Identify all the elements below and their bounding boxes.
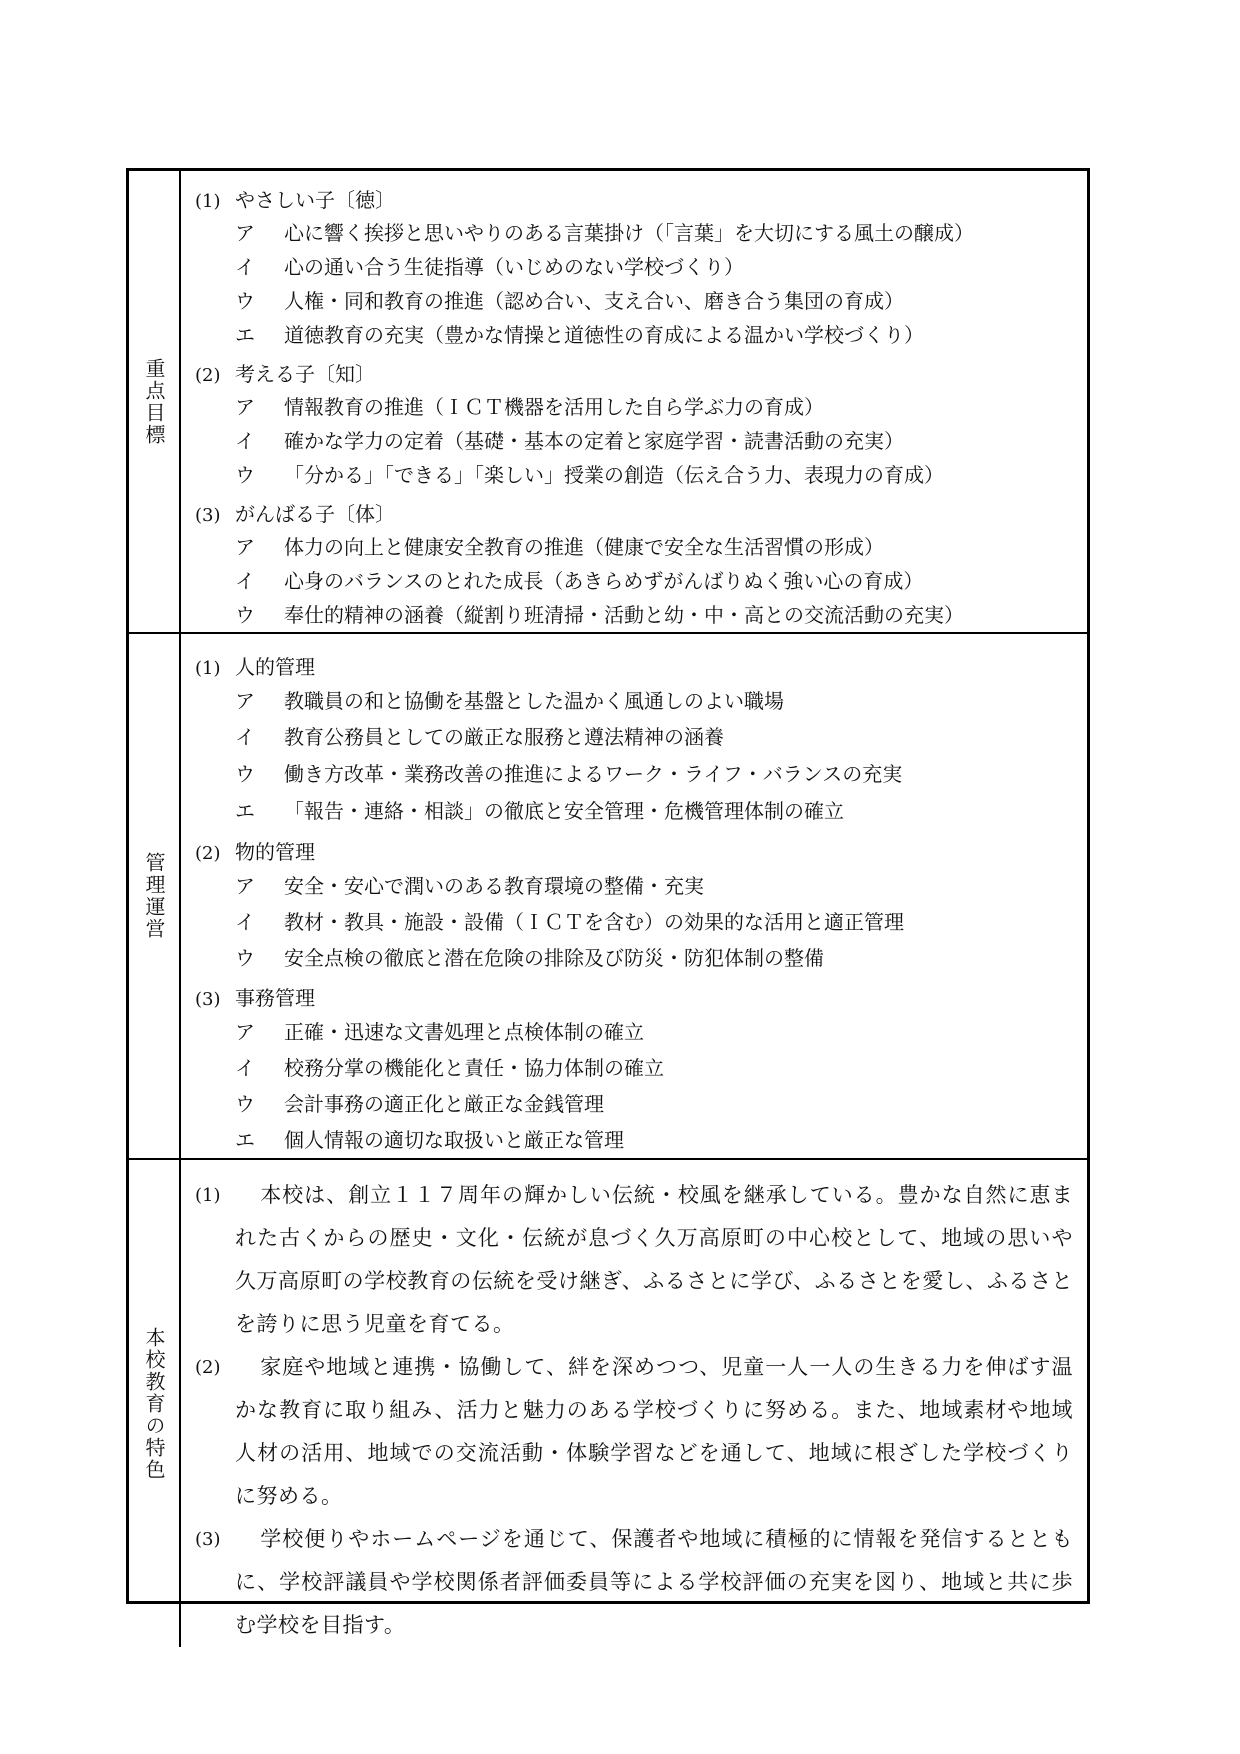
list-item: [195, 598, 1087, 632]
item-text: 奉仕的精神の涵養（縦割り班清掃・活動と幼・中・高との交流活動の充実）: [284, 603, 964, 627]
item-marker: イ: [235, 910, 255, 934]
item-marker: ウ: [235, 463, 255, 487]
item-text: 校務分掌の機能化と責任・協力体制の確立: [284, 1056, 664, 1080]
group-title-row: [195, 358, 1087, 390]
item-text: 教職員の和と協働を基盤とした温かく風通しのよい職場: [284, 689, 784, 713]
list-item: [195, 719, 1087, 756]
feature-paragraph: [195, 1346, 1073, 1518]
list-item: [195, 250, 1087, 284]
item-marker: ウ: [235, 289, 255, 313]
list-item: [195, 318, 1087, 352]
paragraph-text: 本校は、創立１１７周年の輝かしい伝統・校風を継承している。豊かな自然に恵まれた古くからの歴史・文化・伝統が息づく久万高原町の中心校として、地域の思いや久万高原町の学校教育の伝統を受け継ぎ、ふるさとに学び、ふるさとを愛し、ふるさとを誇りに思う児童を育てる。: [235, 1183, 1073, 1336]
list-item: [195, 424, 1087, 458]
item-text: 「報告・連絡・相談」の徹底と安全管理・危機管理体制の確立: [284, 799, 844, 823]
group-number: (1): [195, 658, 221, 679]
group-title-row: [195, 184, 1087, 216]
item-text: 心身のバランスのとれた成長（あきらめずがんばりぬく強い心の育成）: [284, 569, 924, 593]
paragraph-number: (3): [195, 1529, 221, 1550]
section-body: [181, 1160, 1087, 1647]
section-management: [129, 632, 1087, 1158]
group-title: 人的管理: [235, 655, 315, 679]
item-text: 道徳教育の充実（豊かな情操と道徳性の育成による温かい学校づくり）: [284, 323, 924, 347]
item-marker: エ: [235, 799, 255, 823]
section-heading: 重点目標: [142, 357, 166, 446]
item-marker: ア: [235, 689, 255, 713]
item-marker: ア: [235, 535, 255, 559]
list-item: [195, 564, 1087, 598]
item-marker: ウ: [235, 1092, 255, 1116]
paragraph-text: 学校便りやホームページを通じて、保護者や地域に積極的に情報を発信するとともに、学校評議員や学校関係者評価委員等による学校評価の充実を図り、地域と共に歩む学校を目指す。: [235, 1527, 1073, 1637]
section-body: [181, 171, 1087, 632]
list-item: [195, 683, 1087, 719]
management-group: [195, 982, 1087, 1158]
list-item: [195, 868, 1087, 904]
item-marker: ア: [235, 221, 255, 245]
list-item: [195, 1086, 1087, 1122]
item-text: 個人情報の適切な取扱いと厳正な管理: [284, 1128, 624, 1152]
management-group: [195, 651, 1087, 830]
list-item: [195, 530, 1087, 564]
group-title: 考える子〔知〕: [235, 362, 375, 386]
item-marker: イ: [235, 569, 255, 593]
item-marker: ウ: [235, 946, 255, 970]
list-item: [195, 390, 1087, 424]
group-number: (2): [195, 843, 221, 864]
list-item: [195, 1050, 1087, 1086]
feature-paragraph: [195, 1518, 1073, 1647]
item-marker: エ: [235, 323, 255, 347]
goal-group: [195, 358, 1087, 492]
paragraph-number: (1): [195, 1185, 221, 1206]
list-item: [195, 284, 1087, 318]
item-marker: ウ: [235, 603, 255, 627]
section-school-features: [129, 1158, 1087, 1647]
item-marker: ア: [235, 874, 255, 898]
group-title: がんばる子〔体〕: [235, 502, 395, 526]
item-marker: イ: [235, 255, 255, 279]
item-text: 人権・同和教育の推進（認め合い、支え合い、磨き合う集団の育成）: [284, 289, 904, 313]
section-heading-cell: [129, 1160, 181, 1647]
list-item: [195, 1014, 1087, 1050]
school-policy-table: [126, 168, 1090, 1637]
management-group: [195, 836, 1087, 976]
group-number: (3): [195, 505, 221, 526]
group-title-row: [195, 651, 1087, 683]
list-item: [195, 458, 1087, 492]
paragraph-number: (2): [195, 1357, 221, 1378]
group-title-row: [195, 982, 1087, 1014]
item-text: 情報教育の推進（ＩＣＴ機器を活用した自ら学ぶ力の育成）: [284, 395, 824, 419]
section-heading-cell: [129, 634, 181, 1158]
list-item: [195, 904, 1087, 940]
goal-group: [195, 498, 1087, 632]
section-heading: 管理運営: [142, 852, 166, 940]
list-item: [195, 216, 1087, 250]
list-item: [195, 756, 1087, 793]
section-priority-goals: [129, 171, 1087, 632]
group-title: 事務管理: [235, 986, 315, 1010]
list-item: [195, 793, 1087, 830]
item-marker: エ: [235, 1128, 255, 1152]
group-title: やさしい子〔徳〕: [235, 188, 395, 212]
section-heading-cell: [129, 171, 181, 632]
item-marker: イ: [235, 1056, 255, 1080]
group-number: (1): [195, 191, 221, 212]
item-marker: イ: [235, 725, 255, 749]
section-heading: 本校教育の特色: [142, 1326, 166, 1481]
item-text: 心の通い合う生徒指導（いじめのない学校づくり）: [284, 255, 744, 279]
list-item: [195, 1122, 1087, 1158]
item-text: 教材・教具・施設・設備（ＩＣＴを含む）の効果的な活用と適正管理: [284, 910, 904, 934]
group-number: (3): [195, 989, 221, 1010]
group-title-row: [195, 836, 1087, 868]
item-text: 教育公務員としての厳正な服務と遵法精神の涵養: [284, 725, 724, 749]
group-title-row: [195, 498, 1087, 530]
item-text: 確かな学力の定着（基礎・基本の定着と家庭学習・読書活動の充実）: [284, 429, 904, 453]
item-text: 正確・迅速な文書処理と点検体制の確立: [284, 1020, 644, 1044]
item-marker: ウ: [235, 762, 255, 786]
item-marker: ア: [235, 395, 255, 419]
item-marker: イ: [235, 429, 255, 453]
item-text: 心に響く挨拶と思いやりのある言葉掛け（「言葉」を大切にする風土の醸成）: [284, 221, 974, 245]
list-item: [195, 940, 1087, 976]
paragraph-text: 家庭や地域と連携・協働して、絆を深めつつ、児童一人一人の生きる力を伸ばす温かな教育に取り組み、活力と魅力のある学校づくりに努める。また、地域素材や地域人材の活用、地域での交流活動・体験学習などを通して、地域に根ざした学校づくりに努める。: [235, 1355, 1073, 1508]
item-text: 安全・安心で潤いのある教育環境の整備・充実: [284, 874, 704, 898]
feature-paragraph: [195, 1174, 1073, 1346]
item-text: 会計事務の適正化と厳正な金銭管理: [284, 1092, 604, 1116]
group-number: (2): [195, 365, 221, 386]
item-text: 体力の向上と健康安全教育の推進（健康で安全な生活習慣の形成）: [284, 535, 884, 559]
item-marker: ア: [235, 1020, 255, 1044]
item-text: 働き方改革・業務改善の推進によるワーク・ライフ・バランスの充実: [284, 762, 903, 786]
section-body: [181, 634, 1087, 1158]
item-text: 「分かる」「できる」「楽しい」授業の創造（伝え合う力、表現力の育成）: [284, 463, 944, 487]
group-title: 物的管理: [235, 840, 315, 864]
goal-group: [195, 184, 1087, 352]
item-text: 安全点検の徹底と潜在危険の排除及び防災・防犯体制の整備: [284, 946, 824, 970]
